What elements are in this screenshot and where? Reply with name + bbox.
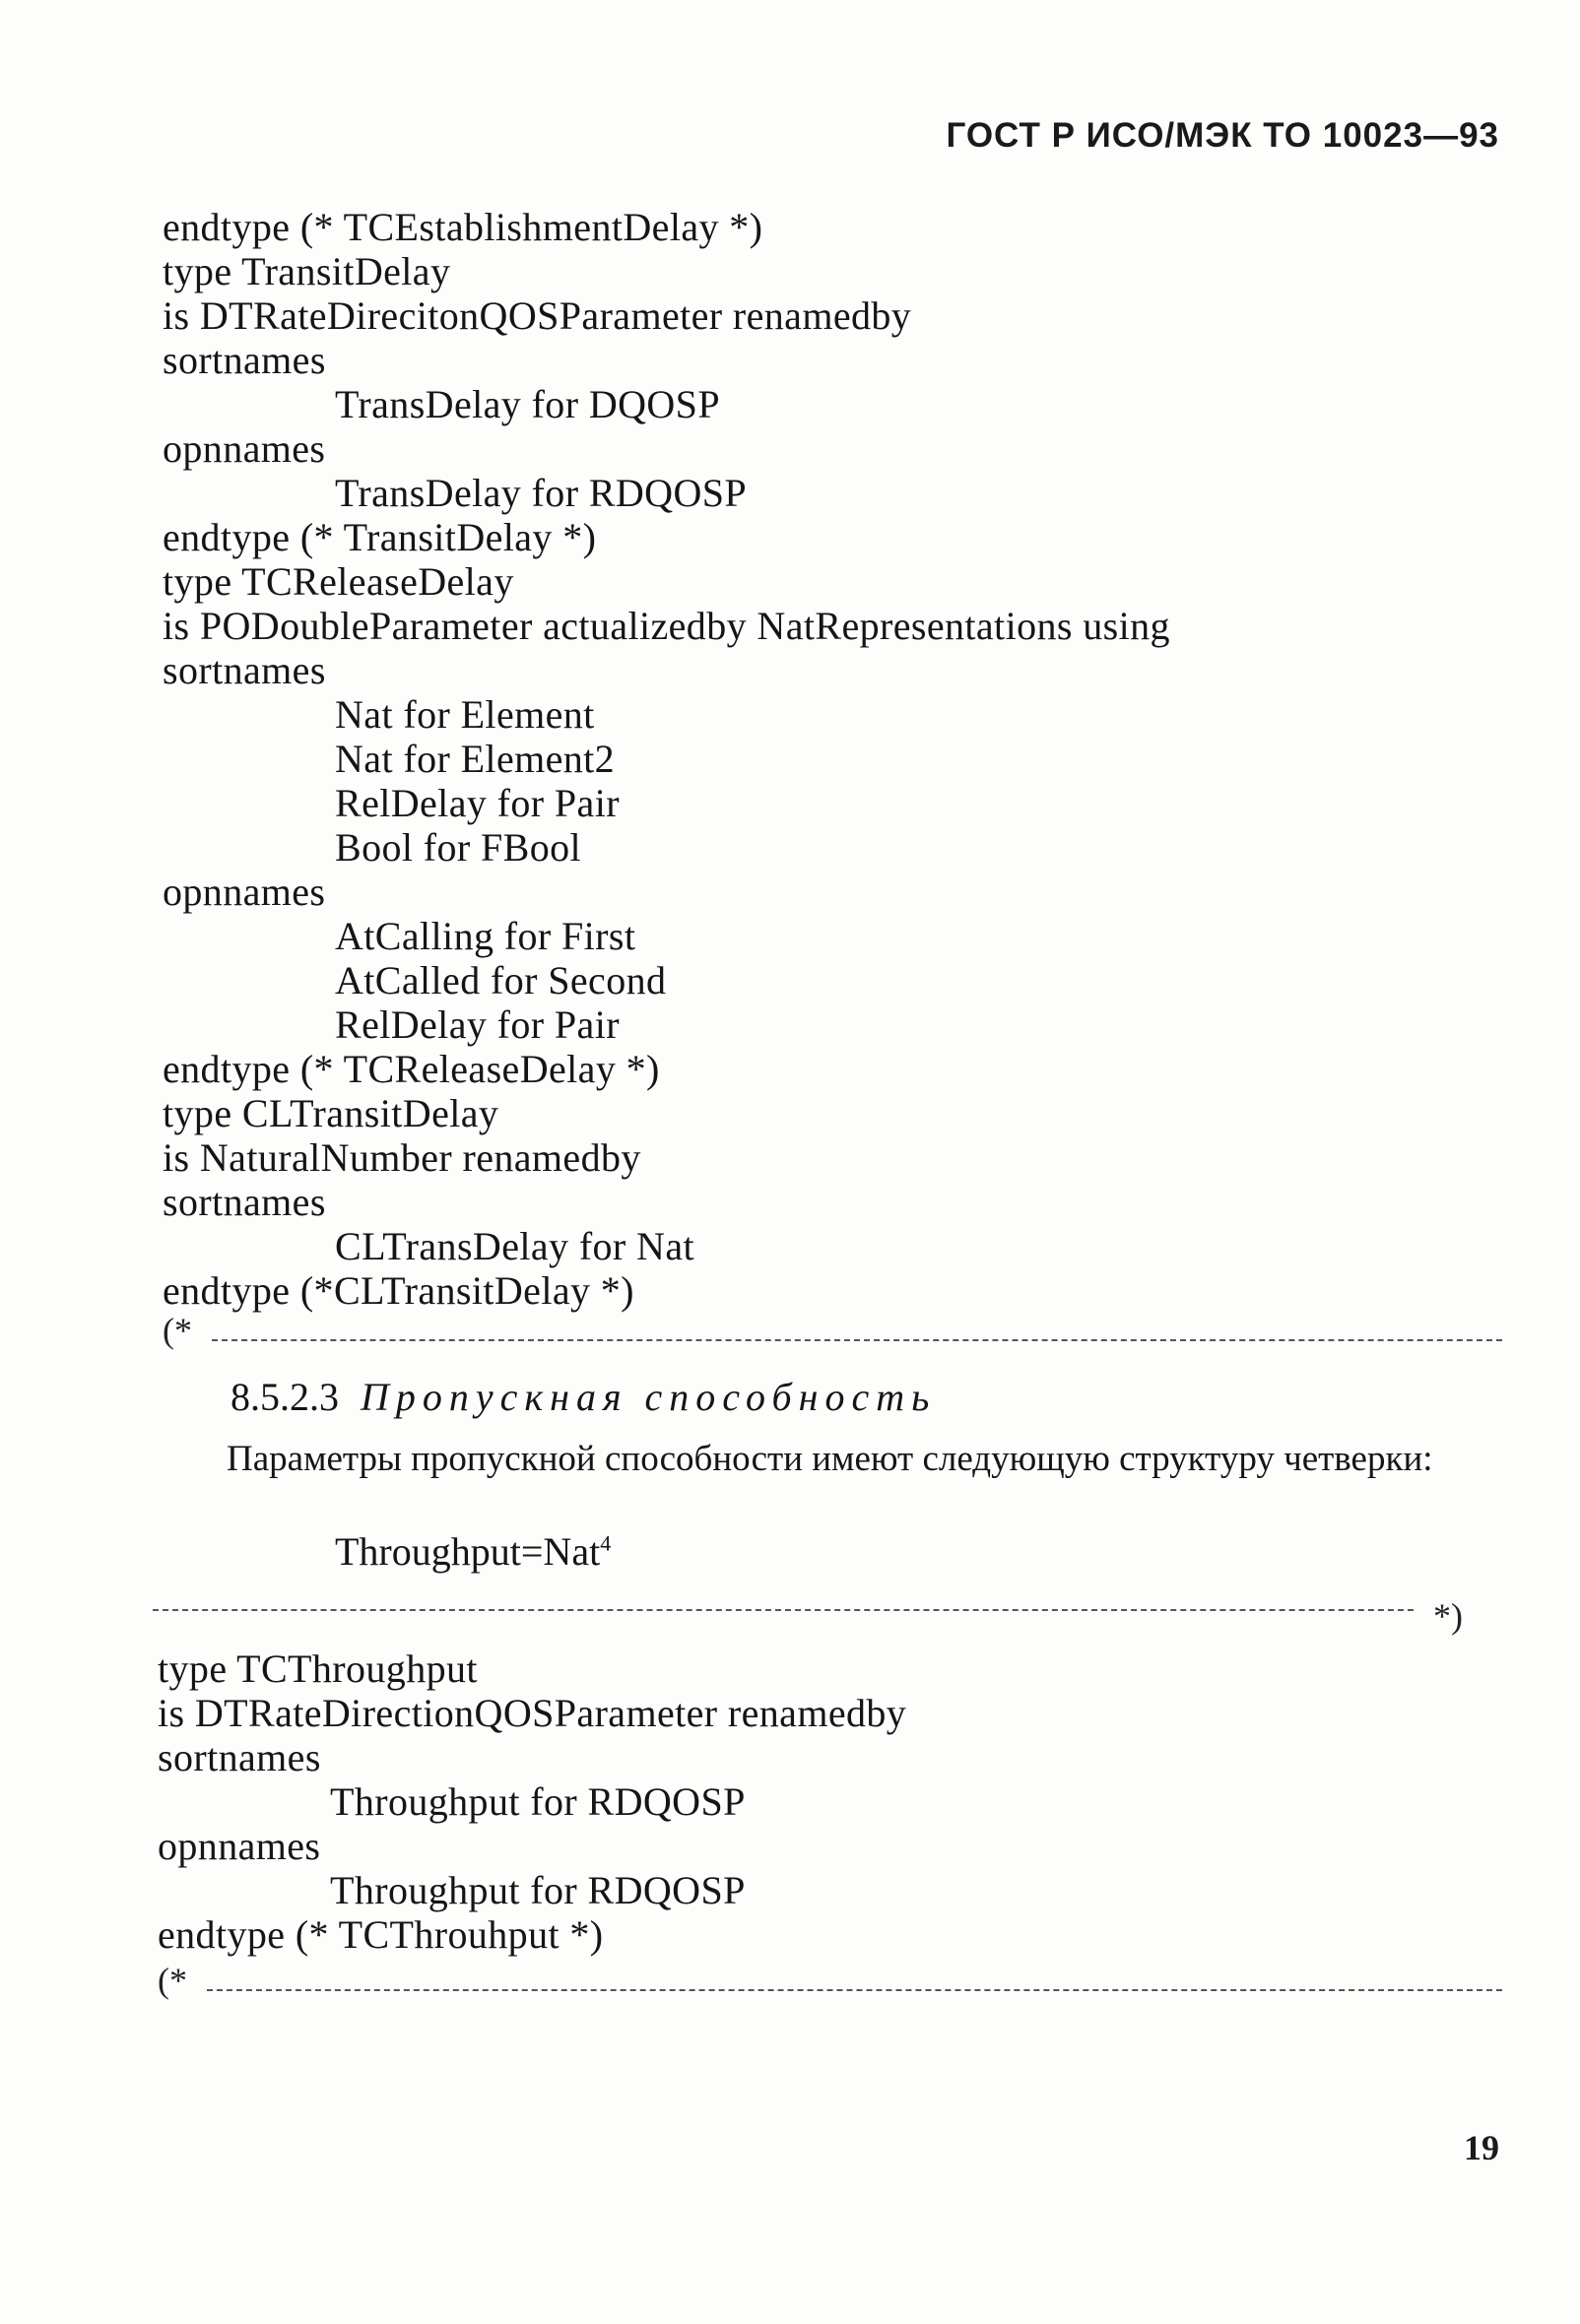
code-line: type TransitDelay <box>163 249 451 293</box>
formula <box>335 1528 611 1575</box>
code-line: endtype (*CLTransitDelay *) <box>163 1268 634 1313</box>
code-line: is PODoubleParameter actualizedby NatRepresentations using <box>163 604 1170 648</box>
code-block-1 <box>163 205 1170 1313</box>
code-line: endtype (* TCEstablishmentDelay *) <box>163 205 763 249</box>
comment-open-rule-1 <box>163 1310 1502 1351</box>
comment-close-rule <box>153 1595 1463 1637</box>
code-line: is NaturalNumber renamedby <box>163 1135 641 1180</box>
dashed-rule <box>212 1310 1502 1341</box>
code-line: TransDelay for DQOSP <box>335 382 720 426</box>
comment-open-rule-2 <box>158 1960 1502 2001</box>
code-line: Nat for Element <box>335 692 595 737</box>
page-header: ГОСТ Р ИСО/МЭК ТО 10023—93 <box>946 116 1499 155</box>
formula-base: Throughput=Nat <box>335 1529 601 1574</box>
code-line: RelDelay for Pair <box>335 1002 620 1047</box>
code-line: opnnames <box>163 870 326 914</box>
code-line: sortnames <box>163 338 326 382</box>
code-line: endtype (* TCThrouhput *) <box>158 1912 604 1957</box>
code-line: AtCalled for Second <box>335 958 667 1002</box>
code-line: type TCReleaseDelay <box>163 559 514 604</box>
code-line: Throughput for RDQOSP <box>330 1868 746 1912</box>
section-heading <box>230 1374 936 1420</box>
code-line: opnnames <box>158 1824 321 1868</box>
code-line: type TCThroughput <box>158 1646 478 1691</box>
code-line: RelDelay for Pair <box>335 781 620 825</box>
code-line: AtCalling for First <box>335 914 636 958</box>
code-line: sortnames <box>158 1735 321 1779</box>
code-line: is DTRateDirectionQOSParameter renamedby <box>158 1691 907 1735</box>
code-line: is DTRateDirecitonQOSParameter renamedby <box>163 293 912 338</box>
section-number: 8.5.2.3 <box>230 1375 339 1419</box>
code-line: Bool for FBool <box>335 825 582 870</box>
code-line: Throughput for RDQOSP <box>330 1779 746 1824</box>
code-line: opnnames <box>163 426 326 471</box>
code-line: Nat for Element2 <box>335 737 616 781</box>
code-line: TransDelay for RDQOSP <box>335 471 748 515</box>
code-line: endtype (* TCReleaseDelay *) <box>163 1047 660 1091</box>
page-number: 19 <box>1464 2128 1499 2167</box>
paragraph-text: Параметры пропускной способности имеют следующую структуру четверки: <box>227 1439 1433 1479</box>
dashed-rule <box>207 1960 1502 1991</box>
section-title: Пропускная способность <box>361 1375 937 1419</box>
dashed-rule <box>153 1595 1414 1611</box>
comment-open-marker: (* <box>163 1311 192 1350</box>
code-line: endtype (* TransitDelay *) <box>163 515 597 559</box>
comment-close-marker: *) <box>1433 1596 1463 1636</box>
code-line: sortnames <box>163 648 326 692</box>
code-line: type CLTransitDelay <box>163 1091 499 1135</box>
paragraph <box>163 1438 1502 1481</box>
code-line: sortnames <box>163 1180 326 1224</box>
code-block-2 <box>158 1646 906 1957</box>
code-line: CLTransDelay for Nat <box>335 1224 695 1268</box>
comment-open-marker: (* <box>158 1961 187 2000</box>
formula-exponent: 4 <box>600 1530 612 1556</box>
